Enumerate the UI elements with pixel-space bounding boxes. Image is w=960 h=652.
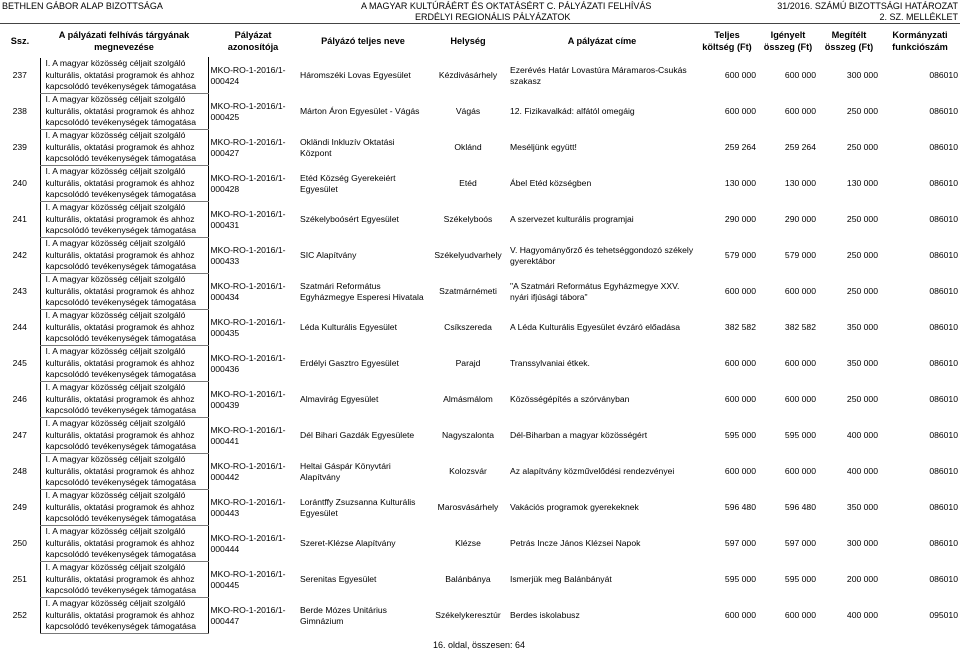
col-topic-header: A pályázati felhívás tárgyának megnevezése <box>58 30 190 52</box>
table-row <box>0 94 960 130</box>
row-title: Ezerévés Határ Lovastúra Máramaros-Csukás szakasz <box>508 58 696 94</box>
table-header-row <box>0 25 960 58</box>
row-topic: I. A magyar közösség céljait szolgáló kulturális, oktatási programok és ahhoz kapcsolódó tevékenységek támogatása <box>40 94 208 130</box>
table-row <box>0 166 960 202</box>
row-number: 244 <box>0 310 40 346</box>
row-application-id: MKO-RO-1-2016/1-000443 <box>208 490 298 526</box>
row-application-id: MKO-RO-1-2016/1-000435 <box>208 310 298 346</box>
row-topic: I. A magyar közösség céljait szolgáló kulturális, oktatási programok és ahhoz kapcsolódó tevékenységek támogatása <box>40 58 208 94</box>
row-requested-amount: 600 000 <box>758 598 818 634</box>
row-place: Nagyszalonta <box>428 418 508 454</box>
row-application-id: MKO-RO-1-2016/1-000424 <box>208 58 298 94</box>
row-number: 250 <box>0 526 40 562</box>
row-place: Kolozsvár <box>428 454 508 490</box>
row-total-cost: 579 000 <box>696 238 758 274</box>
col-total-header: Teljes költség (Ft) <box>702 30 752 52</box>
row-requested-amount: 597 000 <box>758 526 818 562</box>
row-number: 240 <box>0 166 40 202</box>
row-total-cost: 600 000 <box>696 382 758 418</box>
row-topic: I. A magyar közösség céljait szolgáló kulturális, oktatási programok és ahhoz kapcsolódó tevékenységek támogatása <box>40 238 208 274</box>
row-title: V. Hagyományőrző és tehetséggondozó székely gyerektábor <box>508 238 696 274</box>
row-gov-function-code: 086010 <box>880 94 960 130</box>
header-right-line1: 31/2016. SZÁMÚ BIZOTTSÁGI HATÁROZAT <box>777 1 958 11</box>
row-total-cost: 595 000 <box>696 562 758 598</box>
row-title: 12. Fizikavalkád: alfától omegáig <box>508 94 696 130</box>
row-requested-amount: 600 000 <box>758 94 818 130</box>
row-requested-amount: 130 000 <box>758 166 818 202</box>
row-application-id: MKO-RO-1-2016/1-000447 <box>208 598 298 634</box>
row-applicant: Almavirág Egyesület <box>298 382 428 418</box>
row-number: 252 <box>0 598 40 634</box>
row-requested-amount: 595 000 <box>758 418 818 454</box>
row-topic: I. A magyar közösség céljait szolgáló kulturális, oktatási programok és ahhoz kapcsolódó tevékenységek támogatása <box>40 382 208 418</box>
row-number: 249 <box>0 490 40 526</box>
row-application-id: MKO-RO-1-2016/1-000431 <box>208 202 298 238</box>
row-gov-function-code: 086010 <box>880 274 960 310</box>
row-title: "A Szatmári Református Egyházmegye XXV. nyári ifjúsági tábora" <box>508 274 696 310</box>
row-requested-amount: 600 000 <box>758 382 818 418</box>
table-row <box>0 454 960 490</box>
row-place: Vágás <box>428 94 508 130</box>
row-granted-amount: 350 000 <box>818 310 880 346</box>
row-title: Az alapítvány közművelődési rendezvényei <box>508 454 696 490</box>
row-applicant: Szeret-Klézse Alapítvány <box>298 526 428 562</box>
row-gov-function-code: 086010 <box>880 202 960 238</box>
row-applicant: Berde Mózes Unitárius Gimnázium <box>298 598 428 634</box>
col-applicant-header: Pályázó teljes neve <box>321 36 405 46</box>
row-place: Etéd <box>428 166 508 202</box>
row-topic: I. A magyar közösség céljait szolgáló kulturális, oktatási programok és ahhoz kapcsolódó tevékenységek támogatása <box>40 310 208 346</box>
row-applicant: Léda Kulturális Egyesület <box>298 310 428 346</box>
row-granted-amount: 250 000 <box>818 94 880 130</box>
row-application-id: MKO-RO-1-2016/1-000427 <box>208 130 298 166</box>
row-application-id: MKO-RO-1-2016/1-000445 <box>208 562 298 598</box>
row-application-id: MKO-RO-1-2016/1-000425 <box>208 94 298 130</box>
row-application-id: MKO-RO-1-2016/1-000434 <box>208 274 298 310</box>
row-gov-function-code: 095010 <box>880 598 960 634</box>
row-applicant: Székelyboósért Egyesület <box>298 202 428 238</box>
row-topic: I. A magyar közösség céljait szolgáló kulturális, oktatási programok és ahhoz kapcsolódó tevékenységek támogatása <box>40 526 208 562</box>
row-granted-amount: 250 000 <box>818 130 880 166</box>
table-row <box>0 58 960 94</box>
row-topic: I. A magyar közösség céljait szolgáló kulturális, oktatási programok és ahhoz kapcsolódó tevékenységek támogatása <box>40 418 208 454</box>
row-requested-amount: 579 000 <box>758 238 818 274</box>
row-topic: I. A magyar közösség céljait szolgáló kulturális, oktatási programok és ahhoz kapcsolódó tevékenységek támogatása <box>40 454 208 490</box>
table-row <box>0 310 960 346</box>
row-gov-function-code: 086010 <box>880 166 960 202</box>
row-number: 251 <box>0 562 40 598</box>
row-gov-function-code: 086010 <box>880 346 960 382</box>
row-total-cost: 600 000 <box>696 598 758 634</box>
row-application-id: MKO-RO-1-2016/1-000442 <box>208 454 298 490</box>
row-total-cost: 596 480 <box>696 490 758 526</box>
table-row <box>0 418 960 454</box>
table-row <box>0 598 960 634</box>
row-number: 248 <box>0 454 40 490</box>
col-place-header: Helység <box>450 36 486 46</box>
table-row <box>0 130 960 166</box>
page-header-bottom <box>0 11 960 23</box>
table-row <box>0 238 960 274</box>
col-gov-header: Kormányzati funkciószám <box>892 30 948 52</box>
row-application-id: MKO-RO-1-2016/1-000428 <box>208 166 298 202</box>
row-number: 237 <box>0 58 40 94</box>
row-total-cost: 382 582 <box>696 310 758 346</box>
row-gov-function-code: 086010 <box>880 130 960 166</box>
row-place: Kézdivásárhely <box>428 58 508 94</box>
row-title: Petrás Incze János Klézsei Napok <box>508 526 696 562</box>
row-title: Dél-Biharban a magyar közösségért <box>508 418 696 454</box>
col-granted-header: Megítélt összeg (Ft) <box>824 30 874 52</box>
row-place: Székelykeresztúr <box>428 598 508 634</box>
row-total-cost: 595 000 <box>696 418 758 454</box>
row-requested-amount: 596 480 <box>758 490 818 526</box>
row-applicant: Erdélyi Gasztro Egyesület <box>298 346 428 382</box>
row-granted-amount: 400 000 <box>818 598 880 634</box>
table-row <box>0 562 960 598</box>
row-number: 239 <box>0 130 40 166</box>
header-left: BETHLEN GÁBOR ALAP BIZOTTSÁGA <box>2 1 163 11</box>
row-gov-function-code: 086010 <box>880 562 960 598</box>
row-number: 242 <box>0 238 40 274</box>
row-applicant: Szatmári Református Egyházmegye Esperesi Hivatala <box>298 274 428 310</box>
row-granted-amount: 300 000 <box>818 526 880 562</box>
page-number: 16. oldal, összesen: 64 <box>433 640 526 650</box>
row-number: 243 <box>0 274 40 310</box>
table-row <box>0 346 960 382</box>
row-granted-amount: 300 000 <box>818 58 880 94</box>
row-granted-amount: 250 000 <box>818 202 880 238</box>
row-place: Székelyboós <box>428 202 508 238</box>
row-number: 247 <box>0 418 40 454</box>
row-applicant: Etéd Község Gyerekeiért Egyesület <box>298 166 428 202</box>
row-topic: I. A magyar közösség céljait szolgáló kulturális, oktatási programok és ahhoz kapcsolódó tevékenységek támogatása <box>40 598 208 634</box>
row-topic: I. A magyar közösség céljait szolgáló kulturális, oktatási programok és ahhoz kapcsolódó tevékenységek támogatása <box>40 166 208 202</box>
row-title: Ábel Etéd községben <box>508 166 696 202</box>
row-total-cost: 259 264 <box>696 130 758 166</box>
row-applicant: SIC Alapítvány <box>298 238 428 274</box>
row-total-cost: 597 000 <box>696 526 758 562</box>
row-requested-amount: 600 000 <box>758 274 818 310</box>
row-total-cost: 600 000 <box>696 58 758 94</box>
row-gov-function-code: 086010 <box>880 418 960 454</box>
row-total-cost: 600 000 <box>696 94 758 130</box>
row-granted-amount: 400 000 <box>818 454 880 490</box>
table-row <box>0 490 960 526</box>
row-place: Parajd <box>428 346 508 382</box>
row-total-cost: 600 000 <box>696 346 758 382</box>
row-granted-amount: 350 000 <box>818 490 880 526</box>
row-granted-amount: 350 000 <box>818 346 880 382</box>
table-row <box>0 202 960 238</box>
row-applicant: Lorántffy Zsuzsanna Kulturális Egyesület <box>298 490 428 526</box>
row-requested-amount: 290 000 <box>758 202 818 238</box>
header-center-line2: ERDÉLYI REGIONÁLIS PÁLYÁZATOK <box>415 12 571 22</box>
row-application-id: MKO-RO-1-2016/1-000441 <box>208 418 298 454</box>
row-applicant: Serenitas Egyesület <box>298 562 428 598</box>
row-total-cost: 290 000 <box>696 202 758 238</box>
row-title: Berdes iskolabusz <box>508 598 696 634</box>
row-total-cost: 130 000 <box>696 166 758 202</box>
row-place: Klézse <box>428 526 508 562</box>
row-topic: I. A magyar közösség céljait szolgáló kulturális, oktatási programok és ahhoz kapcsolódó tevékenységek támogatása <box>40 130 208 166</box>
header-divider <box>0 23 960 24</box>
row-granted-amount: 400 000 <box>818 418 880 454</box>
row-number: 238 <box>0 94 40 130</box>
row-place: Székelyudvarhely <box>428 238 508 274</box>
row-place: Almásmálom <box>428 382 508 418</box>
row-topic: I. A magyar közösség céljait szolgáló kulturális, oktatási programok és ahhoz kapcsolódó tevékenységek támogatása <box>40 490 208 526</box>
row-place: Csíkszereda <box>428 310 508 346</box>
row-granted-amount: 130 000 <box>818 166 880 202</box>
row-granted-amount: 250 000 <box>818 382 880 418</box>
row-title: Ismerjük meg Balánbányát <box>508 562 696 598</box>
col-title-header: A pályázat címe <box>567 36 637 46</box>
table-row <box>0 274 960 310</box>
row-requested-amount: 600 000 <box>758 346 818 382</box>
row-place: Marosvásárhely <box>428 490 508 526</box>
row-place: Szatmárnémeti <box>428 274 508 310</box>
row-granted-amount: 200 000 <box>818 562 880 598</box>
row-application-id: MKO-RO-1-2016/1-000444 <box>208 526 298 562</box>
row-application-id: MKO-RO-1-2016/1-000436 <box>208 346 298 382</box>
row-topic: I. A magyar közösség céljait szolgáló kulturális, oktatási programok és ahhoz kapcsolódó tevékenységek támogatása <box>40 202 208 238</box>
row-granted-amount: 250 000 <box>818 274 880 310</box>
row-requested-amount: 600 000 <box>758 58 818 94</box>
grants-table <box>0 25 960 634</box>
row-applicant: Háromszéki Lovas Egyesület <box>298 58 428 94</box>
row-gov-function-code: 086010 <box>880 238 960 274</box>
row-applicant: Márton Áron Egyesület - Vágás <box>298 94 428 130</box>
table-row <box>0 382 960 418</box>
row-title: Meséljünk együtt! <box>508 130 696 166</box>
row-requested-amount: 595 000 <box>758 562 818 598</box>
row-gov-function-code: 086010 <box>880 526 960 562</box>
row-requested-amount: 259 264 <box>758 130 818 166</box>
row-total-cost: 600 000 <box>696 454 758 490</box>
header-right-line2: 2. SZ. MELLÉKLET <box>879 12 958 22</box>
row-gov-function-code: 086010 <box>880 382 960 418</box>
row-total-cost: 600 000 <box>696 274 758 310</box>
row-place: Balánbánya <box>428 562 508 598</box>
row-title: Vakációs programok gyerekeknek <box>508 490 696 526</box>
col-requested-header: Igényelt összeg (Ft) <box>763 30 813 52</box>
row-number: 246 <box>0 382 40 418</box>
row-title: Transsylvaniai étkek. <box>508 346 696 382</box>
row-number: 241 <box>0 202 40 238</box>
row-topic: I. A magyar közösség céljait szolgáló kulturális, oktatási programok és ahhoz kapcsolódó tevékenységek támogatása <box>40 562 208 598</box>
row-gov-function-code: 086010 <box>880 454 960 490</box>
row-title: A Léda Kulturális Egyesület évzáró előadása <box>508 310 696 346</box>
table-row <box>0 526 960 562</box>
row-application-id: MKO-RO-1-2016/1-000439 <box>208 382 298 418</box>
row-application-id: MKO-RO-1-2016/1-000433 <box>208 238 298 274</box>
col-num-header: Ssz. <box>10 36 30 46</box>
row-title: A szervezet kulturális programjai <box>508 202 696 238</box>
row-place: Oklánd <box>428 130 508 166</box>
col-id-header: Pályázat azonosítója <box>227 30 279 52</box>
row-gov-function-code: 086010 <box>880 490 960 526</box>
row-applicant: Heltai Gáspár Könyvtári Alapítvány <box>298 454 428 490</box>
header-center-line1: A MAGYAR KULTÚRÁÉRT ÉS OKTATÁSÉRT C. PÁLYÁZATI FELHÍVÁS <box>361 1 652 11</box>
row-applicant: Okländi Inkluzív Oktatási Központ <box>298 130 428 166</box>
row-topic: I. A magyar közösség céljait szolgáló kulturális, oktatási programok és ahhoz kapcsolódó tevékenységek támogatása <box>40 346 208 382</box>
row-gov-function-code: 086010 <box>880 58 960 94</box>
row-requested-amount: 600 000 <box>758 454 818 490</box>
row-granted-amount: 250 000 <box>818 238 880 274</box>
row-topic: I. A magyar közösség céljait szolgáló kulturális, oktatási programok és ahhoz kapcsolódó tevékenységek támogatása <box>40 274 208 310</box>
row-number: 245 <box>0 346 40 382</box>
row-title: Közösségépítés a szórványban <box>508 382 696 418</box>
row-gov-function-code: 086010 <box>880 310 960 346</box>
row-applicant: Dél Bihari Gazdák Egyesülete <box>298 418 428 454</box>
row-requested-amount: 382 582 <box>758 310 818 346</box>
